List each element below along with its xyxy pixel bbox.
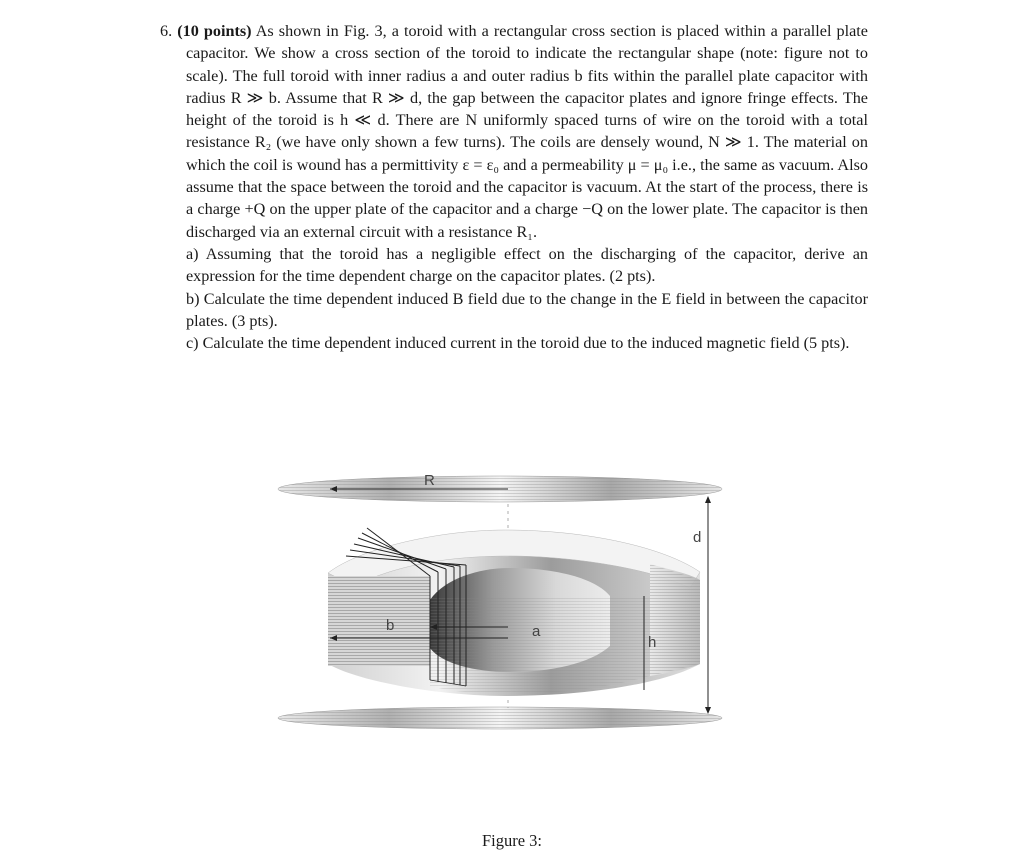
label-b: b — [386, 617, 395, 634]
problem-intro: As shown in Fig. 3, a toroid with a rectangular cross section is placed within a parallel plate capacitor. We show a cross section of the toroid to indicate the rectangular shape (note: figure not to scale). The full toroid with inner radius a and outer radius b fits within the parallel plate capacitor with radius R ≫ b. Assume that R ≫ d, the gap between the capacitor plates and ignore fringe effects. The height of the toroid is h ≪ d. There are N uniformly spaced turns of wire on the toroid with a total resistance R₂ (we have only shown a few turns). The coils are densely wound, N ≫ 1. The material on which the coil is wound has a permittivity ε = ε₀ and a permeability μ = μ₀ i.e., the same as vacuum. Also assume that the space between the toroid and the capacitor is vacuum. At the start of the process, there is a charge +Q on the upper plate of the capacitor and a charge −Q on the lower plate. The capacitor is then discharged via an external circuit with a resistance R₁. — [186, 22, 868, 241]
label-d: d — [693, 529, 702, 546]
label-R: R — [424, 472, 435, 489]
figure-caption: Figure 3: — [481, 831, 543, 850]
label-a: a — [532, 623, 541, 640]
points-label: (10 points) — [177, 22, 252, 40]
problem-statement — [160, 20, 868, 243]
toroid-capacitor-figure — [270, 468, 730, 736]
part-a: a) Assuming that the toroid has a negligible effect on the discharging of the capacitor, derive an expression for the time dependent charge on the capacitor plates. (2 pts). — [186, 244, 868, 286]
part-b: b) Calculate the time dependent induced B field due to the change in the E field in between the capacitor plates. (3 pts). — [186, 289, 868, 330]
problem-text — [160, 20, 868, 354]
label-h: h — [648, 634, 657, 651]
part-c: c) Calculate the time dependent induced current in the toroid due to the induced magnetic field (5 pts). — [186, 334, 850, 353]
problem-number: 6. — [160, 22, 173, 40]
